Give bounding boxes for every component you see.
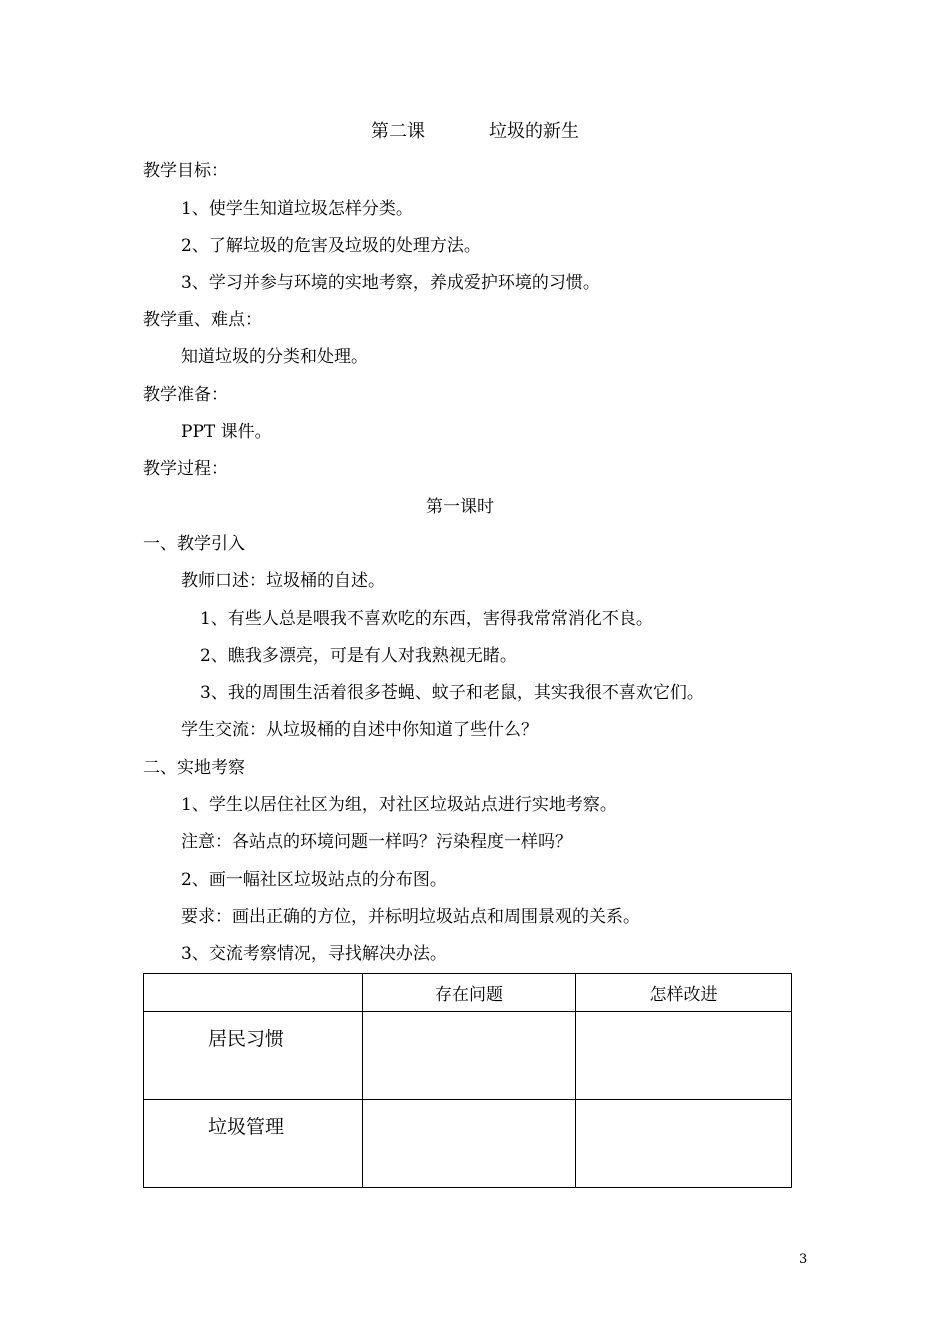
section2-line: 3、交流考察情况，寻找解决办法。 [181,944,447,964]
story-item: 3、我的周围生活着很多苍蝇、蚊子和老鼠，其实我很不喜欢它们。 [200,683,704,703]
table-header-cell: 存在问题 [363,974,576,1012]
observation-table [143,973,792,1188]
story-item: 2、瞧我多漂亮，可是有人对我熟视无睹。 [200,646,517,666]
student-exchange: 学生交流：从垃圾桶的自述中你知道了些什么？ [181,720,538,740]
goal-item: 2、了解垃圾的危害及垃圾的处理方法。 [181,236,481,256]
preparation-heading: 教学准备： [143,385,228,405]
lesson-title [0,122,950,142]
page-number: 3 [799,1252,808,1267]
process-heading: 教学过程： [143,459,228,479]
row-label: 垃圾管理 [144,1100,363,1188]
section2-heading: 二、实地考察 [143,758,245,778]
goal-item: 1、使学生知道垃圾怎样分类。 [181,199,413,219]
table-header-cell: 怎样改进 [576,974,792,1012]
section1-intro: 教师口述：垃圾桶的自述。 [181,571,385,591]
section1-heading: 一、教学引入 [143,534,245,554]
table-cell [363,1012,576,1100]
story-item: 1、有些人总是喂我不喜欢吃的东西，害得我常常消化不良。 [200,609,653,629]
period-title: 第一课时 [426,497,494,517]
table-row [144,1012,792,1100]
section2-line: 1、学生以居住社区为组，对社区垃圾站点进行实地考察。 [181,795,617,815]
goal-item: 3、学习并参与环境的实地考察，养成爱护环境的习惯。 [181,273,600,293]
row-label: 居民习惯 [144,1012,363,1100]
section2-line: 注意：各站点的环境问题一样吗？污染程度一样吗？ [181,832,572,852]
preparation-text: PPT 课件。 [181,422,272,442]
lesson-number: 第二课 [371,121,425,142]
table-cell [576,1100,792,1188]
table-cell [363,1100,576,1188]
table-header-cell [144,974,363,1012]
key-points-text: 知道垃圾的分类和处理。 [181,347,368,367]
table-cell [576,1012,792,1100]
table-header-row [144,974,792,1012]
lesson-name: 垃圾的新生 [489,121,579,142]
section2-line: 要求：画出正确的方位，并标明垃圾站点和周围景观的关系。 [181,907,640,927]
goals-heading: 教学目标： [143,161,228,181]
table-row [144,1100,792,1188]
section2-line: 2、画一幅社区垃圾站点的分布图。 [181,870,447,890]
key-points-heading: 教学重、难点： [143,310,262,330]
